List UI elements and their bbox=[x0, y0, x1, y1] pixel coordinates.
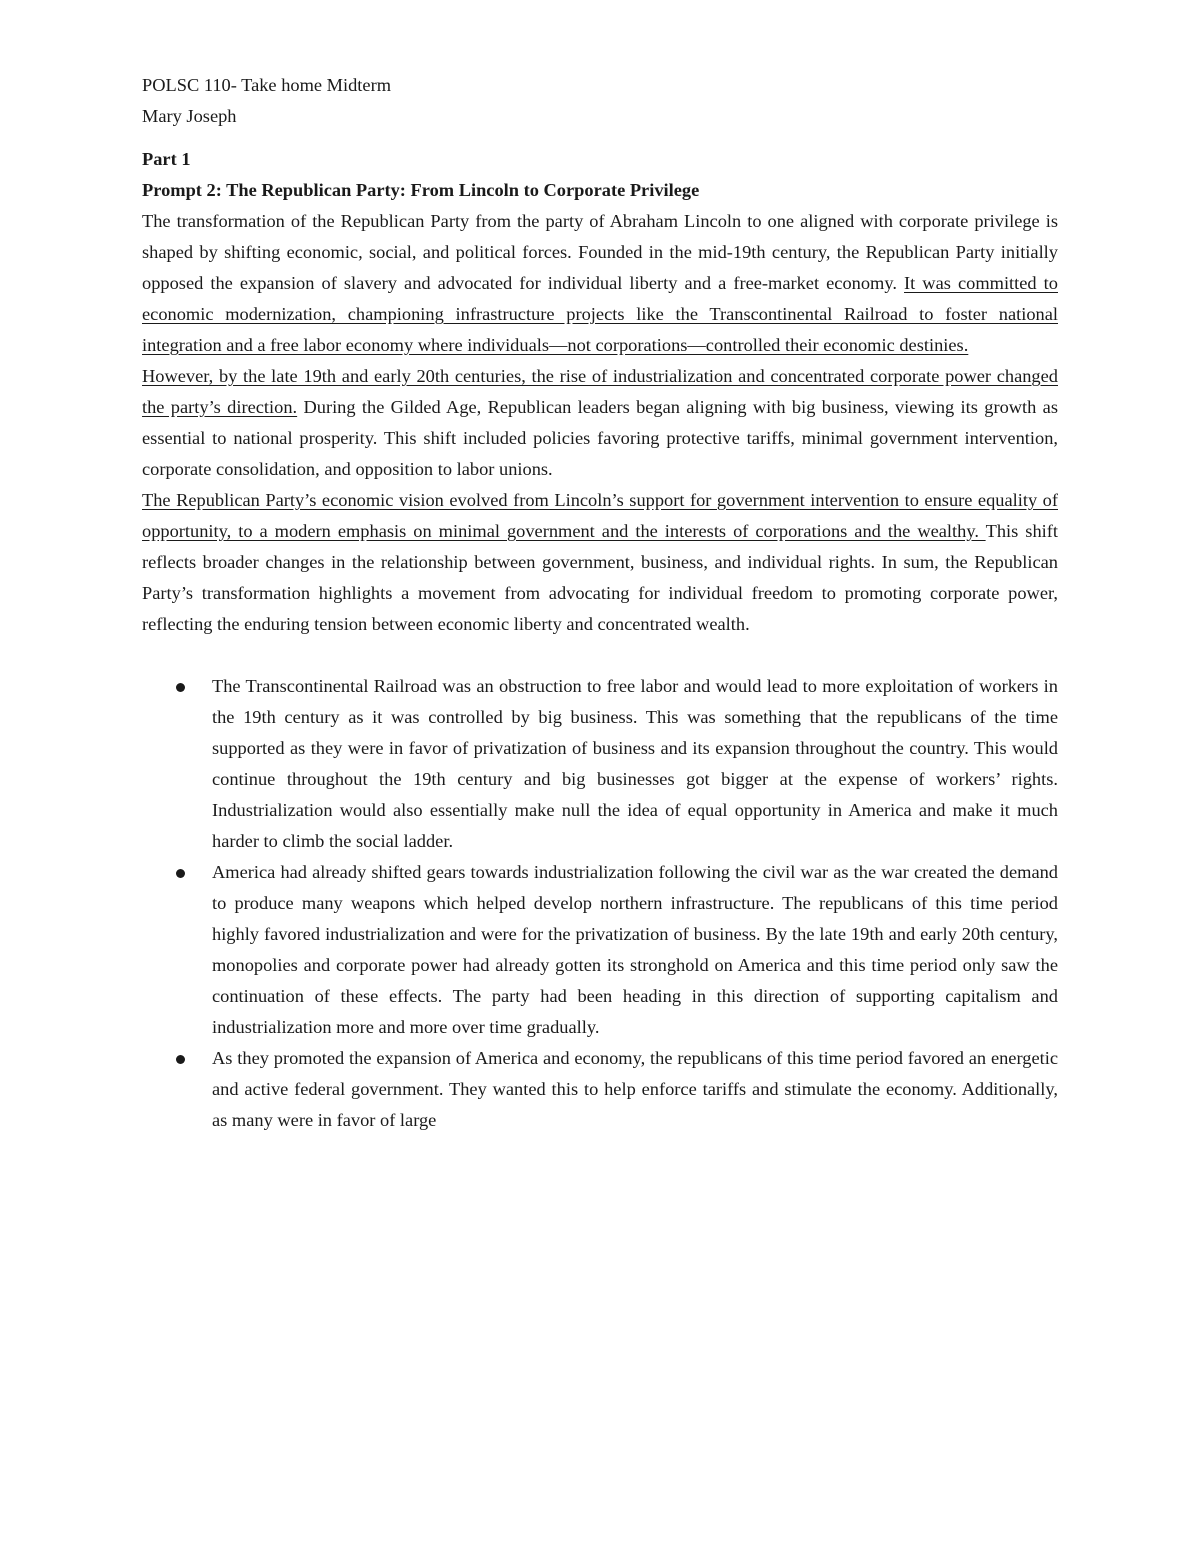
course-line: POLSC 110- Take home Midterm bbox=[142, 75, 392, 95]
paragraph-3-text: This shift reflects broader changes in the relationship between government, business, and individual rights. In sum, the Republican Party’s transformation highlights a movement from advocating for individual freedom to promoting corporate power, reflecting the enduring tension between economic liberty and concentrated wealth. bbox=[142, 521, 1058, 634]
list-item-text: As they promoted the expansion of America and economy, the republicans of this time period favored an energetic and active federal government. They wanted this to help enforce tariffs and stimulate the economy. Additionally, as many were in favor of large bbox=[212, 1048, 1058, 1130]
paragraph-3 bbox=[142, 485, 1058, 640]
paragraph-1 bbox=[142, 206, 1058, 361]
document-page bbox=[142, 70, 1058, 1136]
list-item-text: America had already shifted gears towards industrialization following the civil war as the war created the demand to produce many weapons which helped develop northern infrastructure. The republicans of this time period highly favored industrialization and were for the privatization of business. By the late 19th and early 20th century, monopolies and corporate power had already gotten its stronghold on America and this time period only saw the continuation of these effects. The party had been heading in this direction of supporting capitalism and industrialization more and more over time gradually. bbox=[212, 862, 1058, 1037]
author-line: Mary Joseph bbox=[142, 106, 237, 126]
part-title: Part 1 bbox=[142, 149, 191, 169]
list-item-text: The Transcontinental Railroad was an obstruction to free labor and would lead to more exploitation of workers in the 19th century as it was controlled by big business. This was something that the republicans of the time supported as they were in favor of privatization of business and its expansion throughout the country. This would continue throughout the 19th century and big businesses got bigger at the expense of workers’ rights. Industrialization would also essentially make null the idea of equal opportunity in America and make it much harder to climb the social ladder. bbox=[212, 676, 1058, 851]
bullet-icon bbox=[176, 1055, 185, 1064]
paragraph-1-underlined-text: It was committed to economic modernization, championing infrastructure projects like the Transcontinental Railroad to foster national integration and a free labor economy where individuals—not corporations—controlled their economic destinies. bbox=[142, 273, 1058, 355]
blank-line bbox=[142, 640, 1058, 671]
list-item bbox=[212, 857, 1058, 1043]
bullet-icon bbox=[176, 869, 185, 878]
list-item bbox=[212, 1043, 1058, 1136]
prompt-title: Prompt 2: The Republican Party: From Lincoln to Corporate Privilege bbox=[142, 180, 700, 200]
paragraph-2-text: During the Gilded Age, Republican leaders began aligning with big business, viewing its growth as essential to national prosperity. This shift included policies favoring protective tariffs, minimal government intervention, corporate consolidation, and opposition to labor unions. bbox=[142, 397, 1058, 479]
bullet-list bbox=[142, 671, 1058, 1136]
paragraph-3-underlined-text: The Republican Party’s economic vision evolved from Lincoln’s support for government intervention to ensure equality of opportunity, to a modern emphasis on minimal government and the interests of corporations and the wealthy. bbox=[142, 490, 1058, 541]
bullet-icon bbox=[176, 683, 185, 692]
paragraph-2-underlined-text: However, by the late 19th and early 20th centuries, the rise of industrialization and concentrated corporate power changed the party’s direction. bbox=[142, 366, 1058, 417]
paragraph-2 bbox=[142, 361, 1058, 485]
paragraph-1-text: The transformation of the Republican Party from the party of Abraham Lincoln to one aligned with corporate privilege is shaped by shifting economic, social, and political forces. Founded in the mid-19th century, the Republican Party initially opposed the expansion of slavery and advocated for individual liberty and a free-market economy. bbox=[142, 211, 1058, 293]
list-item bbox=[212, 671, 1058, 857]
